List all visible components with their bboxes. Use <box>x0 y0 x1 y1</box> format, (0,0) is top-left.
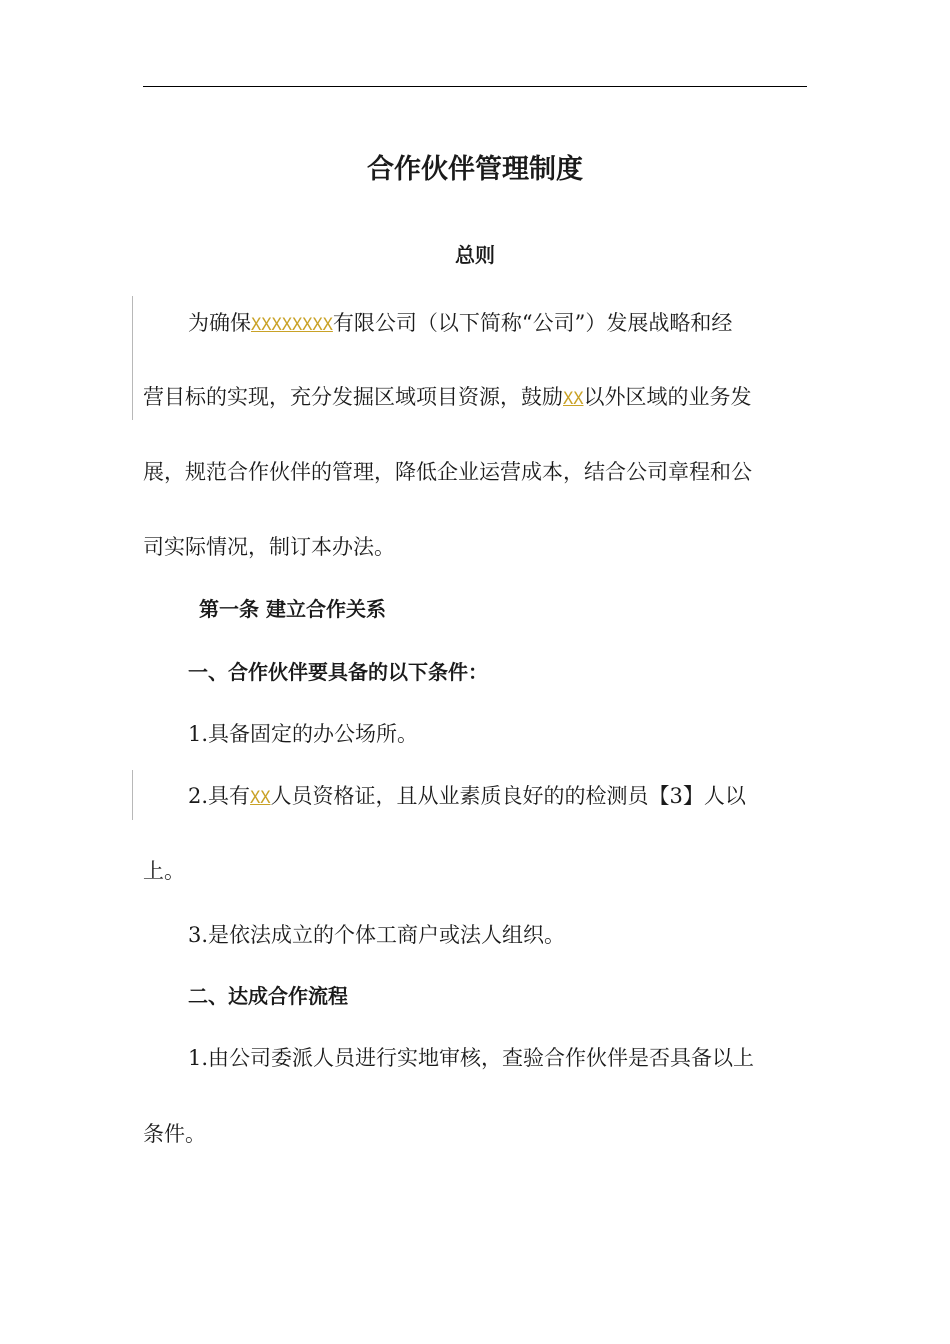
process-step-1-line-1: 1.由公司委派人员进行实地审核，查验合作伙伴是否具备以上 <box>188 1046 755 1070</box>
intro-line-2 <box>143 380 807 416</box>
text-run: 有限公司（以下简称“公司”）发展战略和经 <box>332 311 733 335</box>
document-title: 合作伙伴管理制度 <box>367 154 583 185</box>
article-1-sub-heading-process: 二、达成合作流程 <box>188 984 348 1008</box>
condition-1: 1.具备固定的办公场所。 <box>188 722 419 746</box>
placeholder-field: XX <box>250 788 271 808</box>
intro-line-1 <box>143 306 807 342</box>
revision-change-bar <box>132 770 133 820</box>
intro-line-3: 展，规范合作伙伴的管理，降低企业运营成本，结合公司章程和公 <box>143 460 752 484</box>
process-step-1-line-2: 条件。 <box>143 1122 206 1146</box>
condition-2-line-1 <box>143 779 807 815</box>
text-run: 以外区域的业务发 <box>583 385 752 409</box>
text-run: 人员资格证，且从业素质良好的的检测员【3】人以 <box>270 784 746 808</box>
text-run: 营目标的实现，充分发掘区域项目资源，鼓励 <box>143 385 563 409</box>
header-rule <box>143 86 807 87</box>
text-run: 2.具有 <box>188 784 251 808</box>
section-heading-general: 总则 <box>455 243 495 267</box>
placeholder-field: XX <box>563 389 584 409</box>
article-1-heading: 第一条 建立合作关系 <box>199 597 386 621</box>
intro-line-4: 司实际情况，制订本办法。 <box>143 535 395 559</box>
article-1-sub-heading-conditions: 一、合作伙伴要具备的以下条件： <box>188 660 488 684</box>
condition-3: 3.是依法成立的个体工商户或法人组织。 <box>188 923 566 947</box>
text-run: 为确保 <box>188 311 251 335</box>
placeholder-field: XXXXXXXX <box>251 315 333 335</box>
condition-2-line-2: 上。 <box>143 859 185 883</box>
revision-change-bar <box>132 296 133 420</box>
